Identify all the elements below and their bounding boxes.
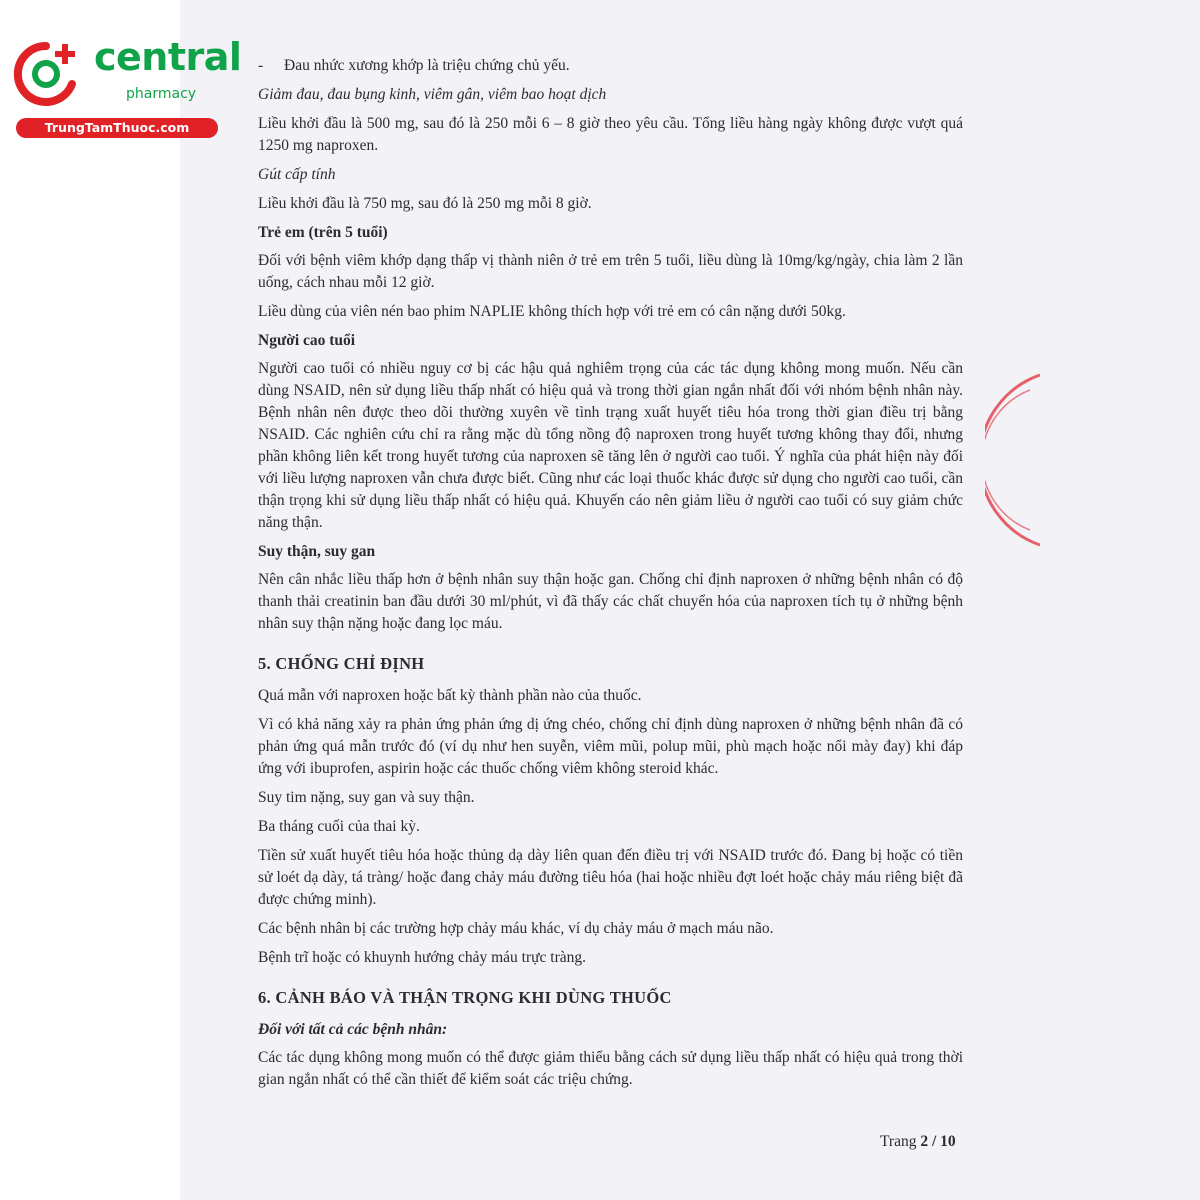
brand-logo[interactable] [8,35,242,136]
central-pharmacy-logo-icon [8,36,84,112]
page-number [880,1133,956,1151]
paragraph-heart-failure: Suy tim nặng, suy gan và suy thận. [258,789,475,806]
paragraph-other-bleeding: Các bệnh nhân bị các trường hợp chảy máu khác, ví dụ chảy máu ở mạch máu não. [258,920,774,937]
paragraph-naplie: Liều dùng của viên nén bao phim NAPLIE không thích hợp với trẻ em có cân nặng dưới 50kg. [258,303,846,320]
heading-renal-hepatic: Suy thận, suy gan [258,543,376,560]
paragraph-children: Đối với bệnh viêm khớp dạng thấp vị thành niên ở trẻ em trên 5 tuổi, liều dùng là 10mg/kg/ngày, chia làm 2 lần uống, cách nhau mỗi 12 giờ. [258,252,963,291]
brand-name: central [94,35,242,79]
paragraph-pregnancy: Ba tháng cuối của thai kỳ. [258,818,420,835]
brand-subtitle: pharmacy [126,86,197,102]
document-body [258,55,963,1098]
page-value: 2 / 10 [920,1133,956,1150]
brand-url[interactable]: TrungTamThuoc.com [16,118,218,138]
bullet-dash: - [258,57,264,74]
paragraph-renal-hepatic: Nên cân nhắc liều thấp hơn ở bệnh nhân suy thận hoặc gan. Chống chỉ định naproxen ở những bệnh nhân có độ thanh thải creatinin ban đầu dưới 30 ml/phút, vì đã thấy các chất chuyển hóa của naproxen tích tụ ở những bệnh nhân suy thận nặng hoặc đang lọc máu. [258,571,963,632]
heading-children: Trẻ em (trên 5 tuổi) [258,224,388,241]
paragraph-elderly: Người cao tuổi có nhiều nguy cơ bị các hậu quả nghiêm trọng của các tác dụng không mong muốn. Nếu cần dùng NSAID, nên sử dụng liều thấp nhất có hiệu quả và trong thời gian ngắn nhất đối với nhóm bệnh nhân này. Bệnh nhân nên được theo dõi thường xuyên về tình trạng xuất huyết tiêu hóa trong thời gian điều trị bằng NSAID. Các nghiên cứu chỉ ra rằng mặc dù tổng nồng độ naproxen trong huyết tương không thay đổi, nhưng phần không liên kết trong huyết tương của naproxen sẽ tăng lên ở người cao tuổi. Ý nghĩa của phát hiện này đối với liều lượng naproxen vẫn chưa được biết. Cũng như các loại thuốc khác được sử dụng cho người cao tuổi, cần thận trọng khi sử dụng liều thấp nhất có hiệu quả. Khuyến cáo nên giảm liều ở người cao tuổi có suy giảm chức năng thận. [258,360,963,531]
paragraph-gi-history: Tiền sử xuất huyết tiêu hóa hoặc thủng dạ dày liên quan đến điều trị với NSAID trước đó. Đang bị hoặc có tiền sử loét dạ dày, tá tràng/ hoặc đang chảy máu đường tiêu hóa (hai hoặc nhiều đợt loét hoặc chảy máu riêng biệt đã được chứng minh). [258,847,963,908]
subheading-gout: Gút cấp tính [258,166,336,183]
red-stamp-icon [985,370,1045,550]
bullet-text: Đau nhức xương khớp là triệu chứng chủ yếu. [284,57,570,74]
bullet-item [258,55,963,77]
paragraph-minimize-effects: Các tác dụng không mong muốn có thể được giảm thiểu bằng cách sử dụng liều thấp nhất có hiệu quả trong thời gian ngắn nhất có thể cần thiết để kiểm soát các triệu chứng. [258,1049,963,1088]
section-heading-contraindications: 5. CHỐNG CHỈ ĐỊNH [258,654,425,673]
paragraph-cross-reaction: Vì có khả năng xảy ra phản ứng phản ứng dị ứng chéo, chống chỉ định dùng naproxen ở những bệnh nhân đã có phản ứng quá mẫn trước đó (ví dụ như hen suyễn, viêm mũi, polup mũi, phù mạch hoặc nổi mày đay) khi đáp ứng với ibuprofen, aspirin hoặc các thuốc chống viêm không steroid khác. [258,716,963,777]
paragraph-hemorrhoids: Bệnh trĩ hoặc có khuynh hướng chảy máu trực tràng. [258,949,587,966]
heading-elderly: Người cao tuổi [258,332,356,349]
subheading-pain: Giảm đau, đau bụng kinh, viêm gân, viêm bao hoạt dịch [258,86,607,103]
paragraph-hypersensitivity: Quá mẫn với naproxen hoặc bất kỳ thành phần nào của thuốc. [258,687,642,704]
paragraph-dose-pain: Liều khởi đầu là 500 mg, sau đó là 250 mỗi 6 – 8 giờ theo yêu cầu. Tổng liều hàng ngày không được vượt quá 1250 mg naproxen. [258,115,963,154]
paragraph-dose-gout: Liều khởi đầu là 750 mg, sau đó là 250 mg mỗi 8 giờ. [258,195,592,212]
page-label: Trang [880,1133,917,1150]
subheading-all-patients: Đối với tất cả các bệnh nhân: [258,1021,448,1038]
section-heading-warnings: 6. CẢNH BÁO VÀ THẬN TRỌNG KHI DÙNG THUỐC [258,988,672,1007]
